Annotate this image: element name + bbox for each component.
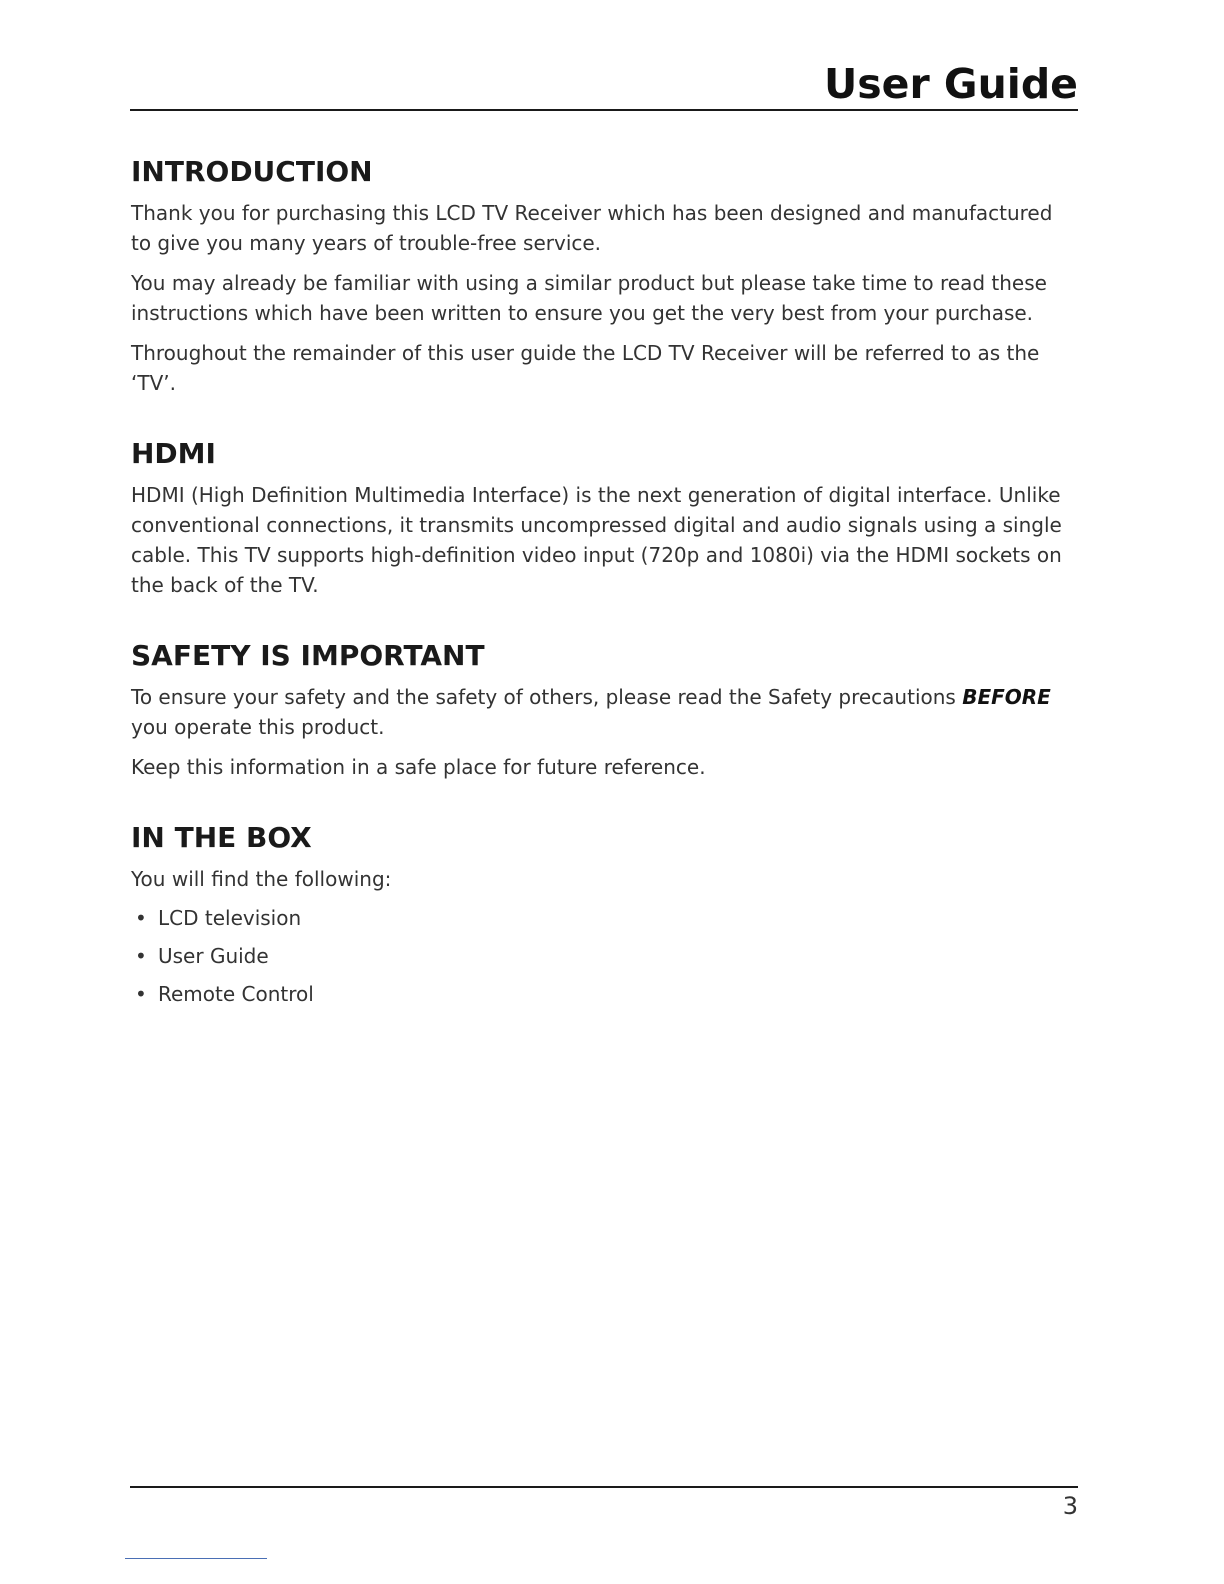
list-item (131, 904, 1076, 932)
section-in-the-box (131, 818, 1076, 1008)
list-item (131, 980, 1076, 1008)
introduction-paragraph-1: Thank you for purchasing this LCD TV Receiver which has been designed and manufactured to give you many years of trouble-free service. (131, 201, 1053, 255)
in-the-box-heading: IN THE BOX (131, 821, 312, 854)
footer-divider (130, 1486, 1078, 1488)
section-introduction (131, 152, 1076, 398)
hdmi-heading: HDMI (131, 437, 216, 470)
section-safety (131, 636, 1076, 782)
document-body (131, 152, 1076, 1044)
introduction-paragraph-3: Throughout the remainder of this user guide the LCD TV Receiver will be referred to as the ‘TV’. (131, 341, 1040, 395)
bullet-icon: • (135, 982, 147, 1006)
introduction-heading: INTRODUCTION (131, 155, 373, 188)
in-the-box-list (131, 904, 1076, 1008)
page-number: 3 (1062, 1492, 1078, 1520)
bullet-icon: • (135, 944, 147, 968)
footer-underline (125, 1558, 267, 1559)
safety-paragraph-2: Keep this information in a safe place for future reference. (131, 755, 706, 779)
list-item-label: Remote Control (158, 982, 314, 1006)
safety-text-after: you operate this product. (131, 715, 385, 739)
hdmi-paragraph: HDMI (High Definition Multimedia Interface) is the next generation of digital interface. Unlike conventional connections, it transmits uncompressed digital and audio signals using a single cable. This TV supports high-definition video input (720p and 1080i) via the HDMI sockets on the back of the TV. (131, 483, 1062, 597)
safety-emphasis: BEFORE (962, 685, 1051, 709)
bullet-icon: • (135, 906, 147, 930)
safety-paragraph-1 (131, 682, 1076, 742)
list-item-label: LCD television (158, 906, 302, 930)
introduction-paragraph-2: You may already be familiar with using a similar product but please take time to read these instructions which have been written to ensure you get the very best from your purchase. (131, 271, 1047, 325)
list-item-label: User Guide (158, 944, 269, 968)
list-item (131, 942, 1076, 970)
header-divider (130, 109, 1078, 111)
section-hdmi (131, 434, 1076, 600)
in-the-box-intro: You will find the following: (131, 867, 392, 891)
safety-text-before: To ensure your safety and the safety of others, please read the Safety precautions (131, 685, 963, 709)
safety-heading: SAFETY IS IMPORTANT (131, 639, 485, 672)
page-title: User Guide (823, 60, 1078, 108)
